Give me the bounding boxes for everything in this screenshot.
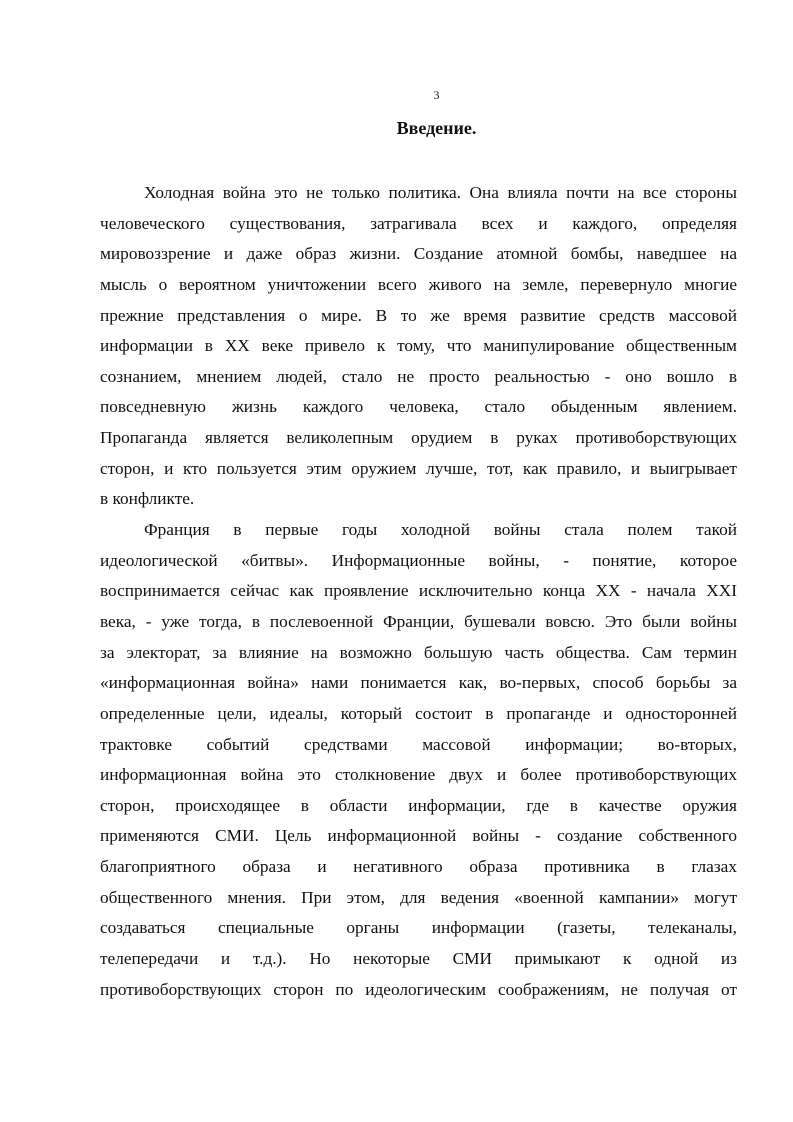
- text-line: Пропаганда является великолепным орудием в руках противоборствующих: [100, 428, 737, 448]
- text-line: сознанием, мнением людей, стало не просто реальностью - оно вошло в: [100, 366, 737, 386]
- text-line: Франция в первые годы холодной войны стала полем такой: [144, 520, 737, 540]
- text-line: трактовке событий средствами массовой информации; во-вторых,: [100, 734, 737, 754]
- text-line: определенные цели, идеалы, который состоит в пропаганде и односторонней: [100, 703, 737, 723]
- text-line: телепередачи и т.д.). Но некоторые СМИ примыкают к одной из: [100, 949, 737, 969]
- text-line: мировоззрение и даже образ жизни. Создание атомной бомбы, наведшее на: [100, 244, 737, 264]
- text-line: мысль о вероятном уничтожении всего живого на земле, перевернуло многие: [100, 274, 737, 294]
- paragraph-1: [100, 178, 737, 515]
- document-title: Введение.: [396, 118, 477, 138]
- text-line: Холодная война это не только политика. Она влияла почти на все стороны: [144, 183, 737, 202]
- text-line: благоприятного образа и негативного образа противника в глазах: [100, 857, 737, 877]
- text-line: информационная война это столкновение двух и более противоборствующих: [100, 765, 737, 785]
- text-line: в конфликте.: [100, 489, 195, 509]
- text-line: сторон, происходящее в области информации, где в качестве оружия: [100, 795, 737, 815]
- text-line: общественного мнения. При этом, для ведения «военной кампании» могут: [100, 887, 737, 907]
- document-body: [100, 178, 737, 1005]
- text-line: применяются СМИ. Цель информационной войны - создание собственного: [100, 826, 737, 846]
- text-line: создаваться специальные органы информации (газеты, телеканалы,: [100, 918, 737, 938]
- text-line: повседневную жизнь каждого человека, стало обыденным явлением.: [100, 397, 737, 417]
- text-line: информации в XX веке привело к тому, что манипулирование общественным: [100, 336, 737, 356]
- text-line: идеологической «битвы». Информационные войны, - понятие, которое: [100, 550, 737, 570]
- text-line: человеческого существования, затрагивала всех и каждого, определяя: [100, 213, 737, 233]
- text-line: века, - уже тогда, в послевоенной Франции, бушевали вовсю. Это были войны: [100, 611, 737, 631]
- text-line: сторон, и кто пользуется этим оружием лучше, тот, как правило, и выигрывает: [100, 458, 737, 478]
- paragraph-2: [100, 515, 737, 1005]
- text-line: за электорат, за влияние на возможно большую часть общества. Сам термин: [100, 642, 737, 662]
- text-line: «информационная война» нами понимается как, во-первых, способ борьбы за: [100, 673, 737, 693]
- text-line: воспринимается сейчас как проявление исключительно конца XX - начала XXI: [100, 581, 737, 601]
- text-line: прежние представления о мире. В то же время развитие средств массовой: [100, 305, 737, 325]
- page-number: 3: [433, 88, 440, 102]
- text-line: противоборствующих сторон по идеологическим соображениям, не получая от: [100, 979, 737, 999]
